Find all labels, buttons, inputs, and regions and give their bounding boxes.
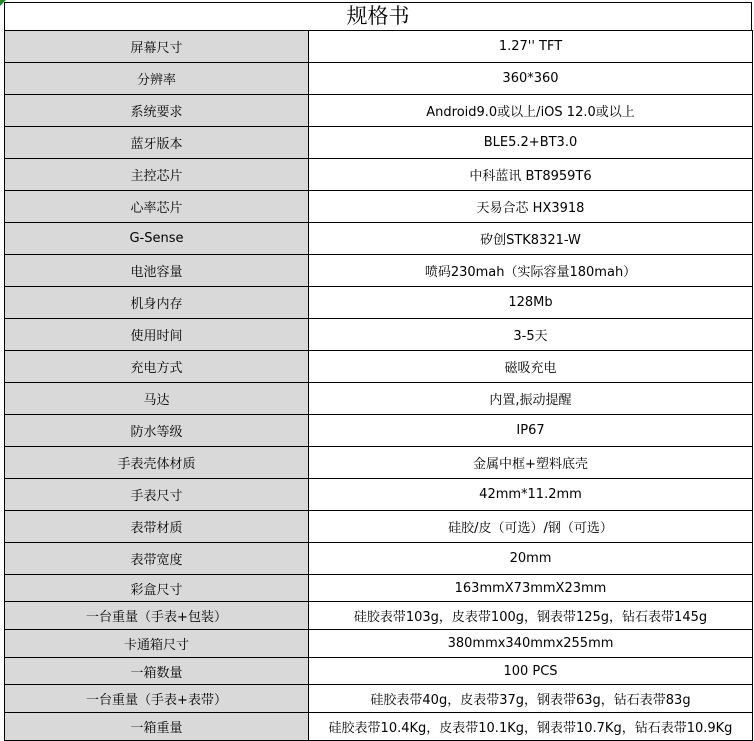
spec-value: 42mm*11.2mm	[309, 479, 753, 511]
spec-value: 360*360	[309, 63, 753, 95]
table-row	[5, 319, 753, 351]
spec-table	[4, 30, 753, 741]
spec-label: 手表尺寸	[5, 479, 309, 511]
spec-label: 心率芯片	[5, 191, 309, 223]
spec-label: 一箱重量	[5, 713, 309, 741]
table-row	[5, 447, 753, 479]
table-row	[5, 351, 753, 383]
spec-value: IP67	[309, 415, 753, 447]
spec-value: BLE5.2+BT3.0	[309, 127, 753, 159]
spec-label: 屏幕尺寸	[5, 31, 309, 63]
page-title: 规格书	[4, 2, 752, 30]
spec-value: 380mmx340mmx255mm	[309, 630, 753, 658]
table-row	[5, 479, 753, 511]
table-row	[5, 658, 753, 685]
table-row	[5, 543, 753, 575]
spec-value: 1.27'' TFT	[309, 31, 753, 63]
spec-value: 100 PCS	[309, 658, 753, 685]
table-row	[5, 255, 753, 287]
table-row	[5, 159, 753, 191]
spec-label: 充电方式	[5, 351, 309, 383]
table-row	[5, 575, 753, 602]
spec-value: 硅胶表带10.4Kg，皮表带10.1Kg，钢表带10.7Kg，钻石表带10.9Kg	[309, 713, 753, 741]
spec-label: 彩盒尺寸	[5, 575, 309, 602]
spec-value: 硅胶表带40g，皮表带37g，钢表带63g，钻石表带83g	[309, 685, 753, 713]
spec-label: 机身内存	[5, 287, 309, 319]
spec-value: 3-5天	[309, 319, 753, 351]
spec-label: 使用时间	[5, 319, 309, 351]
spec-value: 20mm	[309, 543, 753, 575]
spec-label: 系统要求	[5, 95, 309, 127]
spec-label: 防水等级	[5, 415, 309, 447]
spec-value: Android9.0或以上/iOS 12.0或以上	[309, 95, 753, 127]
spec-label: 主控芯片	[5, 159, 309, 191]
table-row	[5, 127, 753, 159]
spec-value: 硅胶/皮（可选）/钢（可选）	[309, 511, 753, 543]
table-row	[5, 383, 753, 415]
spec-label: G-Sense	[5, 223, 309, 255]
table-row	[5, 415, 753, 447]
spec-value: 天易合芯 HX3918	[309, 191, 753, 223]
spec-label: 一台重量（手表+表带）	[5, 685, 309, 713]
table-row	[5, 511, 753, 543]
spec-label: 分辨率	[5, 63, 309, 95]
spec-value: 金属中框+塑料底壳	[309, 447, 753, 479]
spec-label: 一箱数量	[5, 658, 309, 685]
spec-value: 硅胶表带103g，皮表带100g，钢表带125g，钻石表带145g	[309, 602, 753, 630]
spec-label: 一台重量（手表+包装）	[5, 602, 309, 630]
spec-label: 马达	[5, 383, 309, 415]
spec-label: 表带宽度	[5, 543, 309, 575]
spec-value: 中科蓝讯 BT8959T6	[309, 159, 753, 191]
table-row	[5, 223, 753, 255]
spec-value: 128Mb	[309, 287, 753, 319]
spec-label: 表带材质	[5, 511, 309, 543]
table-row	[5, 191, 753, 223]
table-row	[5, 630, 753, 658]
table-row	[5, 31, 753, 63]
spec-value: 矽创STK8321-W	[309, 223, 753, 255]
spec-label: 蓝牙版本	[5, 127, 309, 159]
table-row	[5, 287, 753, 319]
table-row	[5, 63, 753, 95]
spec-label: 手表壳体材质	[5, 447, 309, 479]
spec-label: 电池容量	[5, 255, 309, 287]
spec-value: 磁吸充电	[309, 351, 753, 383]
spec-value: 内置,振动提醒	[309, 383, 753, 415]
table-row	[5, 602, 753, 630]
table-row	[5, 95, 753, 127]
table-row	[5, 685, 753, 713]
spec-value: 163mmX73mmX23mm	[309, 575, 753, 602]
table-row	[5, 713, 753, 741]
spec-label: 卡通箱尺寸	[5, 630, 309, 658]
spec-value: 喷码230mah（实际容量180mah）	[309, 255, 753, 287]
